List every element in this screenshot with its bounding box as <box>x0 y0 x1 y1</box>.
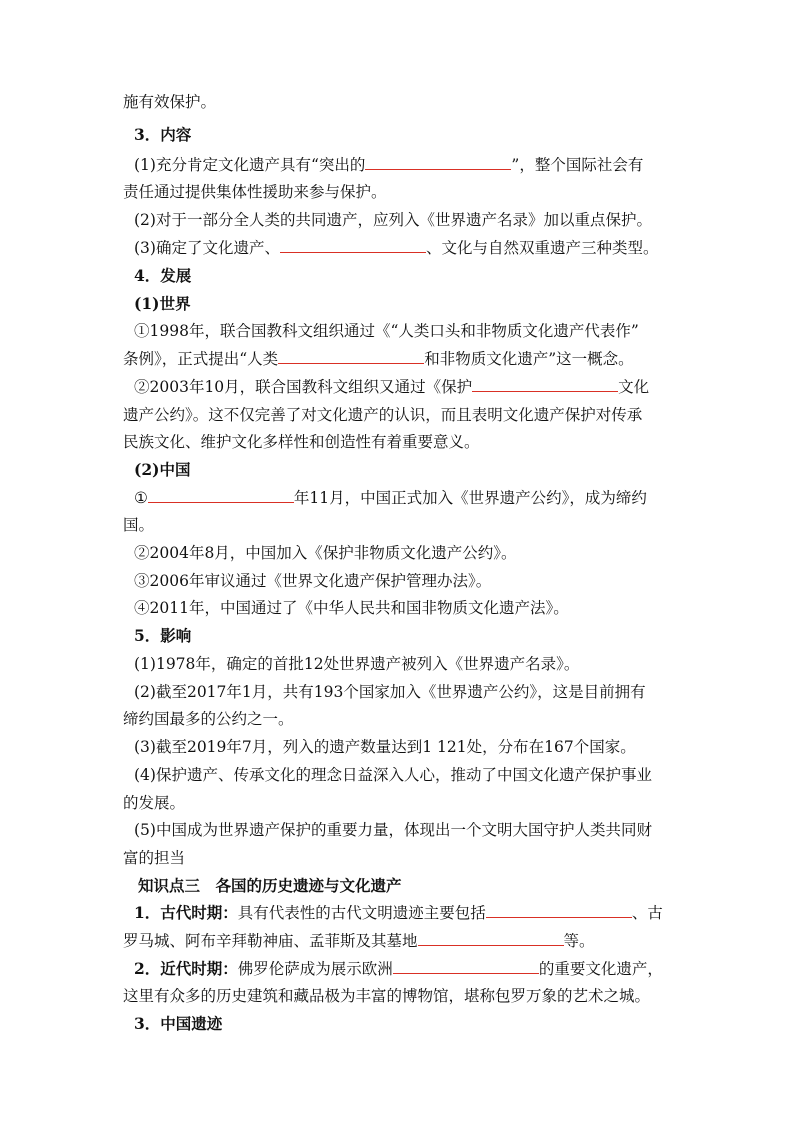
text-line: (2)截至2017年1月，共有193个国家加入《世界遗产公约》，这是目前拥有 <box>134 683 646 701</box>
fill-in-blank[interactable] <box>365 153 511 170</box>
text-line: ③2006年审议通过《世界文化遗产保护管理办法》。 <box>134 572 492 590</box>
subsection-heading: (2)中国 <box>134 460 191 479</box>
text-line: (3)确定了文化遗产、 、文化与自然双重遗产三种类型。 <box>134 236 658 260</box>
section-heading: 5．影响 <box>134 626 192 645</box>
text-line: 条例》，正式提出“人类 和非物质文化遗产”这一概念。 <box>123 347 634 371</box>
text-line: (3)截至2019年7月，列入的遗产数量达到1 121处，分布在167个国家。 <box>134 738 636 756</box>
text-line: 遗产公约》。这不仅完善了对文化遗产的认识，而且表明文化遗产保护对传承 <box>123 406 643 424</box>
text-line: ① 年11月，中国正式加入《世界遗产公约》，成为缔约 <box>134 486 647 510</box>
text-line: (4)保护遗产、传承文化的理念日益深入人心，推动了中国文化遗产保护事业 <box>134 766 652 784</box>
fill-in-blank[interactable] <box>393 957 539 974</box>
section-heading: 3．内容 <box>134 125 192 144</box>
knowledge-point-heading: 知识点三 各国的历史遗迹与文化遗产 <box>138 876 402 895</box>
text-line: ②2004年8月，中国加入《保护非物质文化遗产公约》。 <box>134 544 517 562</box>
fill-in-blank[interactable] <box>418 929 564 946</box>
text-line: ①1998年，联合国教科文组织通过《“人类口头和非物质文化遗产代表作” <box>134 322 639 340</box>
text-line: ②2003年10月，联合国教科文组织又通过《保护 文化 <box>134 375 649 399</box>
fill-in-blank[interactable] <box>280 236 426 253</box>
text-line: 民族文化、维护文化多样性和创造性有着重要意义。 <box>123 433 480 451</box>
text-line: 缔约国最多的公约之一。 <box>123 710 294 728</box>
fill-in-blank[interactable] <box>472 375 618 392</box>
fill-in-blank[interactable] <box>148 486 294 503</box>
text-line: (1)充分肯定文化遗产具有“突出的 ”，整个国际社会有 <box>134 153 643 177</box>
text-line: 这里有众多的历史建筑和藏品极为丰富的博物馆，堪称包罗万象的艺术之城。 <box>123 987 651 1005</box>
text-line: 施有效保护。 <box>123 93 217 111</box>
text-line: 的发展。 <box>123 794 186 812</box>
section-heading: 3．中国遗迹 <box>134 1014 223 1033</box>
text-line: ④2011年，中国通过了《中华人民共和国非物质文化遗产法》。 <box>134 599 569 617</box>
text-line: 责任通过提供集体性援助来参与保护。 <box>123 183 387 201</box>
section-heading: 4．发展 <box>134 266 192 285</box>
text-line: (1)1978年，确定的首批12处世界遗产被列入《世界遗产名录》。 <box>134 655 580 673</box>
subsection-heading: (1)世界 <box>134 294 191 313</box>
text-line: 2．近代时期：佛罗伦萨成为展示欧洲 的重要文化遗产， <box>134 959 663 978</box>
text-line: 罗马城、阿布辛拜勒神庙、孟菲斯及其墓地 等。 <box>123 929 595 953</box>
text-line: 国。 <box>123 516 155 534</box>
fill-in-blank[interactable] <box>278 347 424 364</box>
fill-in-blank[interactable] <box>486 901 632 918</box>
text-line: 富的担当 <box>123 849 186 867</box>
text-line: (2)对于一部分全人类的共同遗产，应列入《世界遗产名录》加以重点保护。 <box>134 211 652 229</box>
text-line: 1．古代时期：具有代表性的古代文明遗迹主要包括 、古 <box>134 903 663 922</box>
text-line: (5)中国成为世界遗产保护的重要力量，体现出一个文明大国守护人类共同财 <box>134 821 652 839</box>
